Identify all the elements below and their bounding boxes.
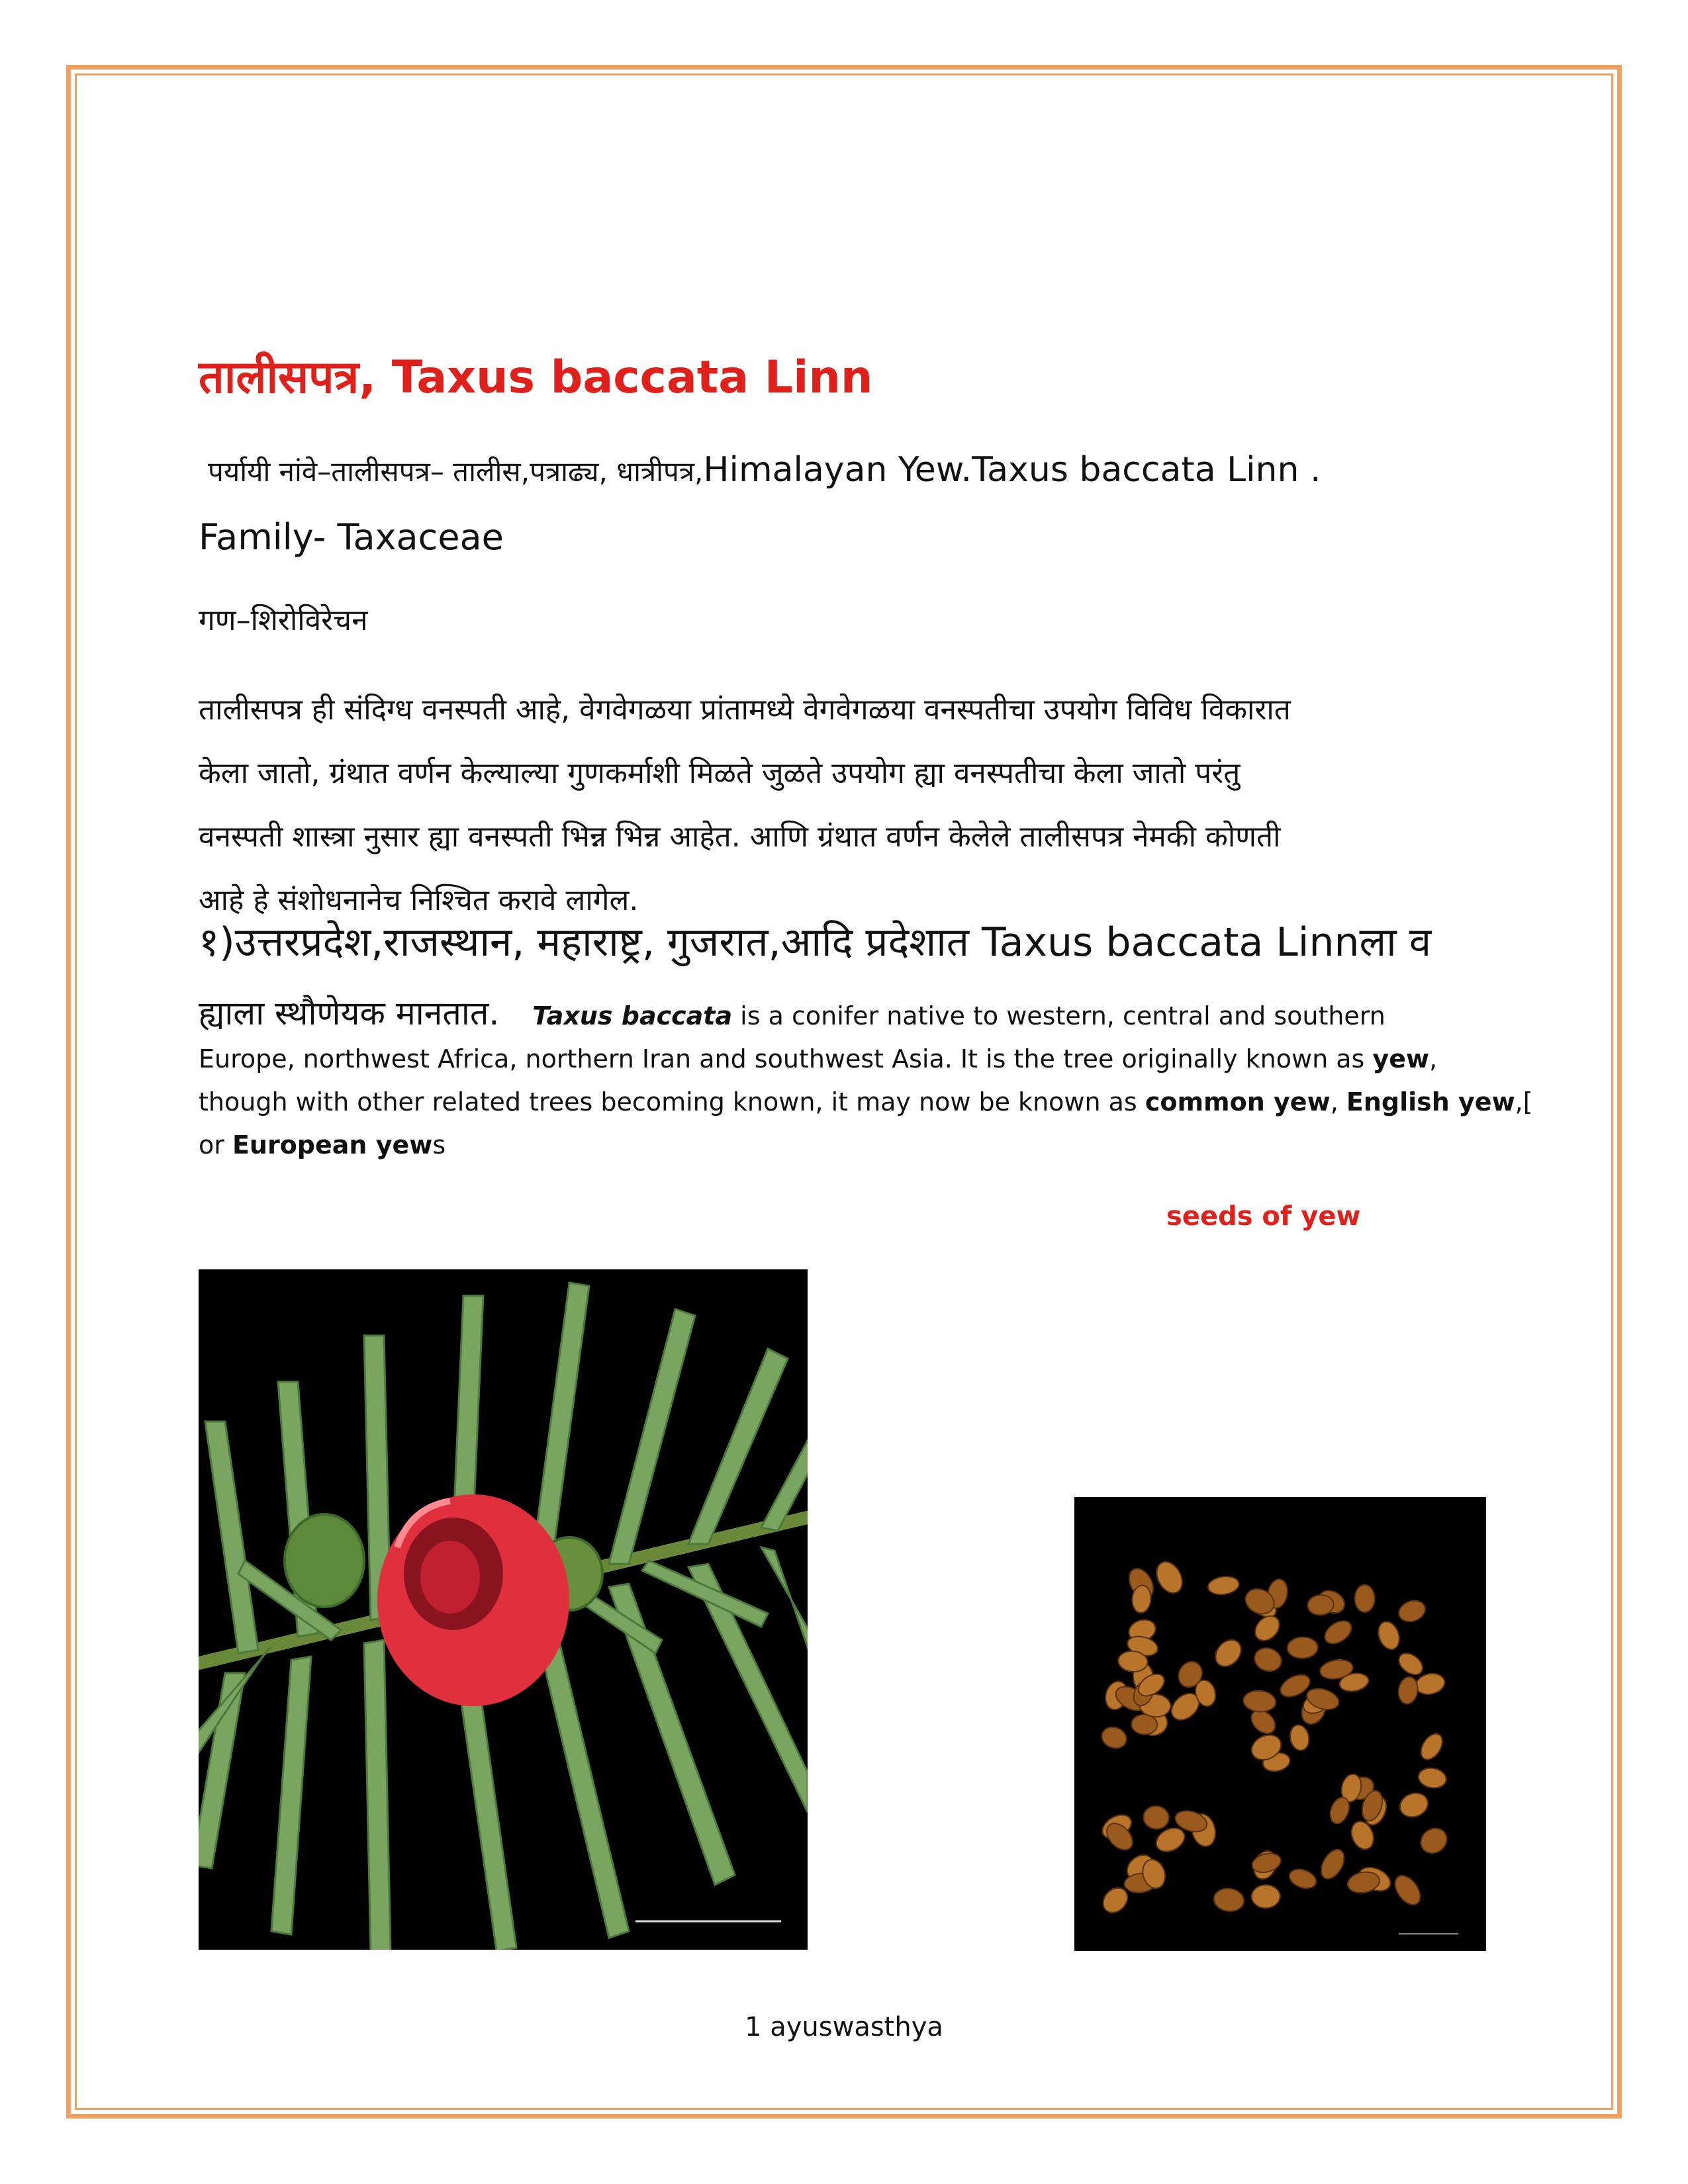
english-text: ,	[1330, 1087, 1346, 1116]
yew-branch-image	[199, 1269, 808, 1950]
english-line-3	[199, 1044, 1437, 1073]
paragraph-line: वनस्पती शास्त्रा नुसार ह्या वनस्पती भिन्न भिन्न आहेत. आणि ग्रंथात वर्णन केलेले तालीसपत्र नेमकी कोणती	[199, 820, 1281, 854]
english-text: or	[199, 1130, 232, 1160]
bold-term: English yew	[1346, 1087, 1515, 1116]
bold-term: European yew	[232, 1130, 433, 1160]
synonyms-english: Himalayan Yew.Taxus baccata Linn .	[703, 450, 1321, 490]
english-text: though with other related trees becoming known, it may now be known as	[199, 1087, 1145, 1116]
seeds-caption: seeds of yew	[1166, 1201, 1361, 1232]
gana-line: गण–शिरोविरेचन	[199, 604, 368, 637]
description-paragraph	[199, 678, 1489, 933]
page-footer: 1 ayuswasthya	[745, 2012, 943, 2042]
point1-line2	[199, 989, 1385, 1034]
english-text: is a conifer native to western, central and southern	[732, 1001, 1385, 1030]
point1-marathi: ह्याला स्थौणेयक मानतात.	[199, 994, 500, 1032]
seed-shape	[1355, 1585, 1375, 1612]
paragraph-line: केला जातो, ग्रंथात वर्णन केल्याल्या गुणकर्माशी मिळते जुळते उपयोग ह्या वनस्पतीचा केला जातो परंतु	[199, 756, 1241, 790]
paragraph-line: तालीसपत्र ही संदिग्ध वनस्पती आहे, वेगवेगळया प्रांतामध्ये वेगवेगळया वनस्पतीचा उपयोग विविध विकारात	[199, 693, 1291, 727]
species-name: Taxus baccata	[532, 1001, 733, 1030]
bold-term: yew	[1372, 1044, 1430, 1073]
family-line: Family- Taxaceae	[199, 516, 504, 558]
synonyms-marathi: पर्यायी नांवे–तालीसपत्र– तालीस,पत्राढ्य, धात्रीपत्र,	[208, 455, 704, 488]
seed-shape	[1131, 1714, 1158, 1735]
english-text: Europe, northwest Africa, northern Iran and southwest Asia. It is the tree originally known as	[199, 1044, 1373, 1073]
point1-line1: १)उत्तरप्रदेश,राजस्थान, महाराष्ट्र, गुजरात,आदि प्रदेशात Taxus baccata Linnला व	[199, 919, 1432, 966]
english-text: ,[	[1515, 1087, 1533, 1116]
seed-shape	[1287, 1637, 1318, 1659]
page-title: तालीसपत्र, Taxus baccata Linn	[199, 351, 873, 404]
english-text: s	[432, 1130, 446, 1160]
yew-seeds-image	[1074, 1497, 1486, 1951]
english-line-4	[199, 1087, 1533, 1116]
synonyms-line	[199, 450, 1321, 490]
bold-term: common yew	[1145, 1087, 1331, 1116]
paragraph-line: आहे हे संशोधनानेच निश्चित करावे लागेल.	[199, 884, 639, 917]
yew-fruit-photo	[199, 1269, 808, 1950]
english-text: ,	[1429, 1044, 1438, 1073]
english-line-5	[199, 1130, 445, 1160]
english-intro	[532, 1001, 1385, 1030]
seed-shape	[1251, 1885, 1280, 1909]
yew-seeds-photo	[1074, 1497, 1486, 1951]
